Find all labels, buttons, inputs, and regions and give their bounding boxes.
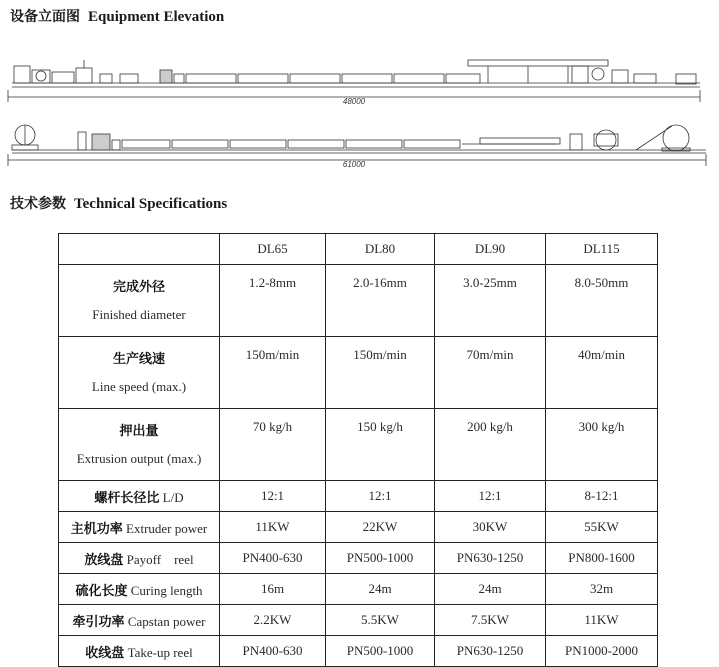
row-label-cn: 螺杆长径比 [94, 490, 160, 506]
line2-drawing [12, 125, 706, 153]
row-label-cn: 押出量 [119, 424, 159, 439]
row-label [59, 265, 220, 337]
specs-heading [10, 193, 227, 213]
table-header-row [59, 234, 658, 265]
value-cell: 7.5KW [435, 605, 546, 636]
value-cell: PN630-1250 [435, 543, 546, 574]
table-row [59, 512, 658, 543]
value-cell: 24m [326, 574, 435, 605]
value-cell: 40m/min [546, 337, 658, 409]
header-empty-cell [59, 234, 220, 265]
equipment-elevation-drawing [0, 0, 719, 180]
row-label-en: Extrusion output (max.) [76, 451, 202, 466]
table-row [59, 481, 658, 512]
value-cell: PN400-630 [220, 543, 326, 574]
value-cell: 200 kg/h [435, 409, 546, 481]
row-label [59, 574, 220, 605]
row-label-cn: 硫化长度 [75, 583, 128, 599]
value-cell: 8-12:1 [546, 481, 658, 512]
row-label [59, 605, 220, 636]
value-cell: PN630-1250 [435, 636, 546, 667]
header-model-cell: DL65 [220, 234, 326, 265]
row-label-cn: 收线盘 [85, 645, 125, 661]
header-model-cell: DL90 [435, 234, 546, 265]
table-row [59, 574, 658, 605]
row-label-cn: 放线盘 [84, 552, 124, 568]
value-cell: 11KW [546, 605, 658, 636]
line1-drawing [12, 60, 700, 87]
value-cell: 11KW [220, 512, 326, 543]
value-cell: 70 kg/h [220, 409, 326, 481]
line2-length-label: 61000 [342, 160, 366, 169]
table-row [59, 265, 658, 337]
row-label-en: Curing length [130, 582, 203, 598]
row-label [59, 543, 220, 574]
value-cell: 1.2-8mm [220, 265, 326, 337]
elevation-title-en: Equipment Elevation [88, 9, 225, 25]
table-row [59, 605, 658, 636]
table-row [59, 636, 658, 667]
row-label-cn: 主机功率 [70, 521, 123, 537]
row-label-en: L/D [162, 489, 184, 505]
row-label [59, 636, 220, 667]
row-label [59, 409, 220, 481]
specs-title-cn: 技术参数 [10, 196, 66, 212]
row-label-cn: 生产线速 [112, 352, 165, 367]
value-cell: PN400-630 [220, 636, 326, 667]
row-label-cn: 完成外径 [112, 280, 165, 295]
row-label-en: Take-up reel [127, 644, 193, 660]
line1-length-label: 48000 [342, 97, 366, 106]
table-row [59, 337, 658, 409]
value-cell: 55KW [546, 512, 658, 543]
row-label [59, 481, 220, 512]
value-cell: 24m [435, 574, 546, 605]
table-row [59, 543, 658, 574]
value-cell: 30KW [435, 512, 546, 543]
value-cell: 70m/min [435, 337, 546, 409]
value-cell: 12:1 [220, 481, 326, 512]
row-label-en: Finished diameter [92, 307, 186, 322]
elevation-title-cn: 设备立面图 [10, 9, 80, 25]
value-cell: PN800-1600 [546, 543, 658, 574]
header-model-cell: DL115 [546, 234, 658, 265]
row-label-cn: 牵引功率 [72, 614, 125, 630]
table-row [59, 409, 658, 481]
row-label-en: Extruder power [126, 520, 208, 536]
value-cell: PN500-1000 [326, 543, 435, 574]
value-cell: 150 kg/h [326, 409, 435, 481]
value-cell: 150m/min [326, 337, 435, 409]
value-cell: 5.5KW [326, 605, 435, 636]
header-model-cell: DL80 [326, 234, 435, 265]
row-label-en: Payoff reel [126, 551, 194, 567]
value-cell: 16m [220, 574, 326, 605]
value-cell: 22KW [326, 512, 435, 543]
row-label [59, 337, 220, 409]
row-label-en: Line speed (max.) [91, 379, 187, 394]
row-label-en: Capstan power [127, 613, 206, 629]
value-cell: 8.0-50mm [546, 265, 658, 337]
value-cell: 12:1 [326, 481, 435, 512]
row-label [59, 512, 220, 543]
value-cell: 150m/min [220, 337, 326, 409]
value-cell: PN500-1000 [326, 636, 435, 667]
value-cell: 2.0-16mm [326, 265, 435, 337]
value-cell: 3.0-25mm [435, 265, 546, 337]
value-cell: PN1000-2000 [546, 636, 658, 667]
value-cell: 12:1 [435, 481, 546, 512]
spec-table [58, 233, 658, 667]
specs-title-en: Technical Specifications [74, 196, 228, 212]
value-cell: 2.2KW [220, 605, 326, 636]
value-cell: 300 kg/h [546, 409, 658, 481]
value-cell: 32m [546, 574, 658, 605]
